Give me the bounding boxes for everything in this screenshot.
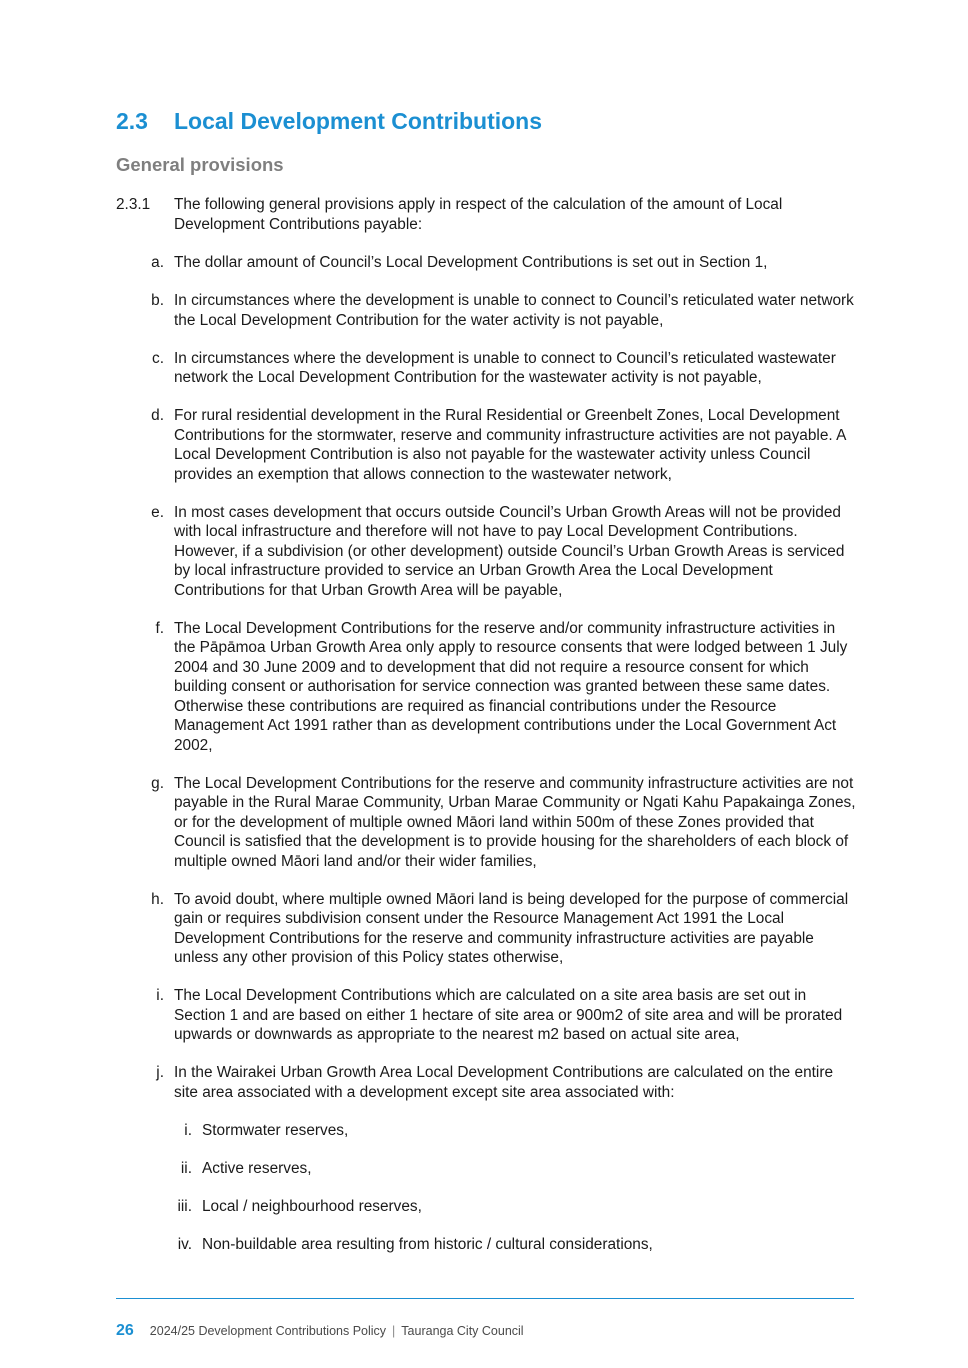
list-item: [116, 349, 856, 388]
item-letter: e.: [151, 503, 164, 521]
list-item: [116, 619, 856, 756]
sub-list-item: [116, 1235, 856, 1255]
clause: [116, 195, 856, 234]
item-letter: b.: [151, 292, 164, 309]
list-item: [116, 253, 856, 273]
list-item: [116, 1063, 856, 1255]
footer-divider: [116, 1298, 854, 1299]
list-item: [116, 890, 856, 968]
item-letter: h.: [151, 890, 164, 908]
subitem-text: Non-buildable area resulting from historic / cultural considerations,: [202, 1236, 653, 1253]
item-text: The dollar amount of Council’s Local Development Contributions is set out in Section 1,: [174, 254, 768, 271]
footer-organisation: Tauranga City Council: [401, 1324, 524, 1338]
item-text: In circumstances where the development is unable to connect to Council’s reticulated wastewater network the Local Development Contribution for the wastewater activity is not payable,: [174, 349, 836, 386]
item-text: In most cases development that occurs outside Council’s Urban Growth Areas will not be provided with local infrastructure and therefore will not have to pay Local Development Contributions. However, if a subdivision (or other development) outside Council’s Urban Growth Areas is serviced by local infrastructure provided to service an Urban Growth Area the Local Development Contributions for that Urban Growth Area will be payable,: [174, 503, 845, 599]
item-text: The Local Development Contributions for the reserve and community infrastructure activities are not payable in the Rural Marae Community, Urban Marae Community or Ngati Kahu Papakainga Zones, or for the development of multiple owned Māori land within 500m of these Zones provided that Council is satisfied that the development is to provide housing for the shareholders of each block of multiple owned Māori land and/or their wider families,: [174, 774, 856, 870]
list-item: [116, 503, 856, 601]
clause-text: The following general provisions apply in respect of the calculation of the amount of Local Development Contributions payable:: [174, 196, 783, 233]
subitem-numeral: i.: [184, 1122, 192, 1139]
list-item: [116, 986, 856, 1045]
item-text: In the Wairakei Urban Growth Area Local Development Contributions are calculated on the entire site area associated with a development except site area associated with:: [174, 1064, 834, 1101]
section-title: Local Development Contributions: [174, 108, 543, 134]
list-item: [116, 774, 856, 872]
list-item: [116, 291, 856, 330]
list-item: [116, 406, 856, 484]
subitem-numeral: iii.: [177, 1198, 192, 1215]
subitem-numeral: ii.: [180, 1160, 192, 1177]
provision-list: [116, 253, 856, 1273]
item-text: The Local Development Contributions for the reserve and/or community infrastructure activities in the Pāpāmoa Urban Growth Area only apply to resource consents that were lodged between 1 July 2004 and 30 June 2009 and to development that did not require a resource consent for which building consent or authorisation for service connection was granted between these same dates. Otherwise these contributions are required as financial contributions under the Resource Management Act 1991 rather than as development contributions under the Local Government Act 2002,: [174, 619, 848, 754]
item-text: The Local Development Contributions which are calculated on a site area basis are set out in Section 1 and are based on either 1 hectare of site area or 900m2 of site area and will be prorated upwards or downwards as appropriate to the nearest m2 based on actual site area,: [174, 987, 843, 1043]
section-number: 2.3: [116, 108, 148, 134]
item-text: To avoid doubt, where multiple owned Māori land is being developed for the purpose of commercial gain or requires subdivision consent under the Resource Management Act 1991 the Local Development Contributions for the reserve and community infrastructure activities are payable unless any other provision of this Policy states otherwise,: [174, 890, 849, 966]
item-text: In circumstances where the development is unable to connect to Council’s reticulated water network the Local Development Contribution for the water activity is not payable,: [174, 292, 854, 329]
page-footer: [116, 1322, 524, 1340]
subitem-text: Active reserves,: [202, 1160, 312, 1177]
subitem-text: Stormwater reserves,: [202, 1122, 349, 1139]
sub-list: [116, 1121, 856, 1255]
footer-document-title: 2024/25 Development Contributions Policy: [149, 1324, 387, 1338]
item-letter: i.: [156, 987, 164, 1004]
item-text: For rural residential development in the Rural Residential or Greenbelt Zones, Local Development Contributions for the stormwater, reserve and community infrastructure activities are not payable. A Local Development Contribution is also not payable for the wastewater activity unless Council provides an exemption that allows connection to the wastewater network,: [174, 407, 846, 483]
subitem-text: Local / neighbourhood reserves,: [202, 1198, 422, 1215]
item-letter: a.: [151, 254, 164, 271]
item-letter: d.: [151, 407, 164, 424]
subitem-numeral: iv.: [177, 1236, 192, 1253]
item-letter: g.: [151, 774, 164, 792]
item-letter: j.: [156, 1064, 164, 1081]
subheading: General provisions: [116, 154, 284, 175]
sub-list-item: [116, 1159, 856, 1179]
clause-number: 2.3.1: [116, 196, 151, 213]
footer-separator: |: [392, 1324, 396, 1338]
sub-list-item: [116, 1121, 856, 1141]
page-number: 26: [116, 1322, 134, 1339]
item-letter: c.: [152, 349, 164, 367]
sub-list-item: [116, 1197, 856, 1217]
item-letter: f.: [155, 619, 164, 637]
section-heading: [116, 108, 542, 135]
